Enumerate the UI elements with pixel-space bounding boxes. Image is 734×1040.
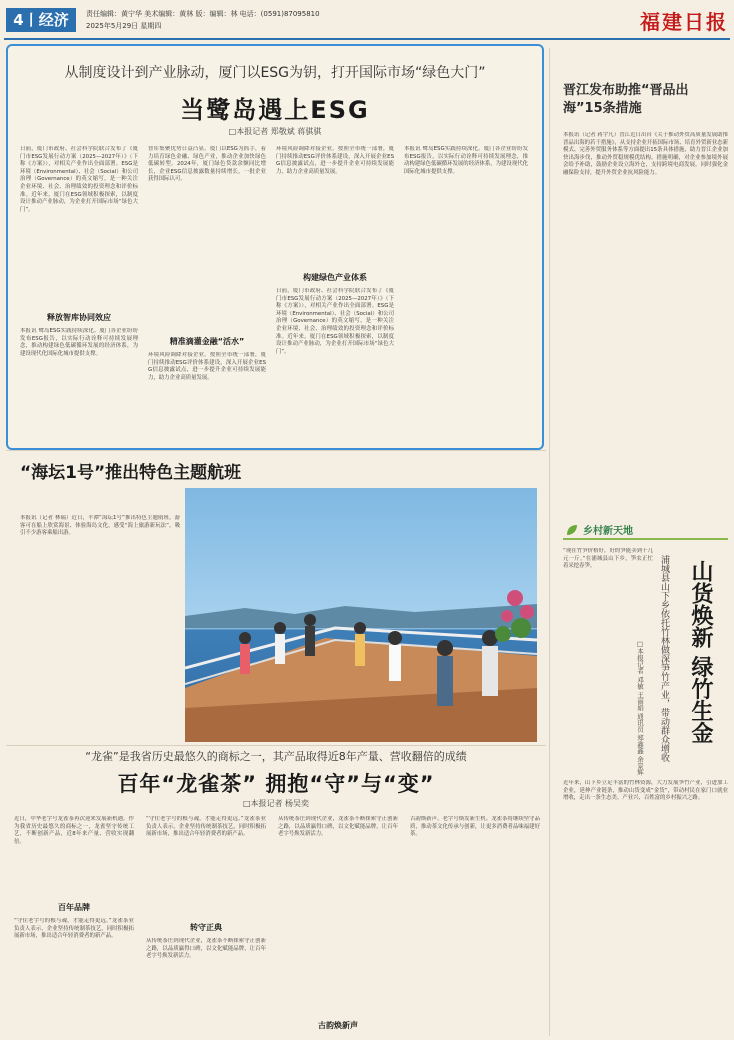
jj-body: 本报讯（记者 蒋宇凡）晋江近日出台《关于推动外贸高质量发展助推晋品出海的若干措施》，从支持企业开拓国际市场、培育外贸新业态新模式、完善外贸服务体系等方面提出15条具体措施，助力晋江企业加快出海步伐，推动外贸稳规模优结构。措施明确，对企业参加境外展会给予补助，鼓励企业设立海外仓，支持跨境电商发展，同时强化金融保险支持，提升外贸企业抗风险能力。 [563,132,728,176]
rural-subtitle: 浦城县山下乡依托竹林做深笋竹产业，带动群众增收 [659,555,669,762]
column-divider [549,48,550,1036]
rural-body: 近年来，山下乡立足丰富的竹林资源，大力发展笋竹产业，引进加工企业，延伸产业链条，推动山货变成“金货”，带动村民在家门口就业增收，走出一条生态美、产业兴、百姓富的乡村振兴之路。 [563,780,728,802]
hs-title: “海坛1号”推出特色主题航班 [20,463,242,483]
rural-section-banner [563,520,728,540]
lq-section-heading-2: 转守正典 [190,923,222,932]
esg-subtitle: 从制度设计到产业脉动，厦门以ESG为钥，打开国际市场“绿色大门” [64,65,486,81]
lq-section-heading-1: 百年品牌 [58,903,90,912]
page-section-badge: 4丨经济 [6,8,76,32]
esg-section-heading-2: 精准滴灌金融“活水” [169,337,245,346]
esg-column-4: 本报讯 鹭岛ESG实践持续深化。厦门各企业纷纷发布ESG报告，以实际行动诠释可持续发展理念，推动构建绿色低碳循环发展的经济体系，为建设现代化国际化城市提供支撑。 [404,146,528,175]
esg-section-heading-1: 释放智库协同效应 [47,313,111,322]
rural-byline: □本报记者 邓敏 王丽娟 通讯员 郑鑫鑫 余景辉 [636,640,644,776]
esg-column-2b: 环境风险调降对接企业。按照全市统一部署，厦门持续推动ESG评价体系建设，深入开展企业ESG信息披露试点，进一步提升企业可持续发展能力，助力企业高质量发展。 [148,352,266,381]
esg-column-3b: 日前，厦门市政府、社会科学院联合发布了《厦门市ESG发展行动方案（2025—2027年）》（下称《方案》），对相关产业作出全面部署。ESG是环境（Environmental）、社会（Social）和公司治理（Governance）的英文缩写，是一种关注企业环境、社会、治理绩效的投资理念和评价标准。近年来，厦门在ESG领域积极探索，以制度设计推动产业脉动，为企业打开国际市场“绿色大门”。 [276,288,394,355]
header-rule [4,38,730,40]
esg-title: 当鹭岛遇上ESG [180,96,370,124]
header-meta-line: 责任编辑：黄宁华 美术编辑：黄林 版：编辑：林 电话：(0591)87095810 [86,10,320,18]
page-header [0,0,734,40]
lq-column-2b: 从传统茶庄到现代企业，龙雀茶不断探索守正创新之路，以品质赢得口碑，以文化赋能品牌，让百年老字号焕发新活力。 [146,938,266,960]
lq-byline: □本报记者 杨吴奕 [242,799,310,808]
esg-column-2: 智库集聚优势日益凸显。厦门以ESG为抓手，着力培育绿色金融、绿色产业，推动企业加快绿色低碳转型。2024年，厦门绿色贷款余额同比增长，企业ESG信息披露数量持续增长，一批企业获得国际认可。 [148,146,266,183]
esg-column-3: 环境风险调降对接企业。按照全市统一部署，厦门持续推动ESG评价体系建设，深入开展企业ESG信息披露试点，进一步提升企业可持续发展能力，助力企业高质量发展。 [276,146,394,175]
esg-section-heading-3: 构建绿色产业体系 [303,273,367,282]
lq-column-3: 从传统茶庄到现代企业，龙雀茶不断探索守正创新之路，以品质赢得口碑，以文化赋能品牌，让百年老字号焕发新活力。 [278,816,398,838]
lq-subtitle: “龙雀”是我省历史最悠久的商标之一，其产品取得近8年产量、营收翻倍的成绩 [85,750,467,763]
section-divider [6,450,546,451]
rural-body-top: “现在竹笋价格好，好的笋能卖到十几元一斤。”在浦城县山下乡，笋农正忙着采挖春笋。 [563,548,653,570]
newspaper-logo: 福建日报 [640,10,728,34]
esg-column-1: 日前，厦门市政府、社会科学院联合发布了《厦门市ESG发展行动方案（2025—2027年）》（下称《方案》），对相关产业作出全面部署。ESG是环境（Environmental）、社会（Social）和公司治理（Governance）的英文缩写，是一种关注企业环境、社会、治理绩效的投资理念和评价标准。近年来，厦门在ESG领域积极探索，以制度设计推动产业脉动，为企业打开国际市场“绿色大门”。 [20,146,138,213]
rural-banner-rule [563,538,728,540]
lq-column-2: “守住老字号的根与魂，才能走得更远。”龙雀茶业负责人表示，企业坚持传统制茶技艺，同时积极拓展新市场，推出适合年轻消费者的新产品。 [146,816,266,838]
section-divider-2 [6,745,546,746]
rural-title: 山货焕新 绿竹生金 [688,560,713,744]
jj-title: 晋江发布助推“晋品出海”15条措施 [563,83,689,116]
leaf-icon [565,522,579,536]
lq-column-4: 古韵焕新声，老字号焕发新生机。龙雀茶将继续坚守品质，推动茶文化传承与创新，让更多消费者品味福建好茶。 [410,816,540,838]
esg-article-box [6,44,544,450]
header-date: 2025年5月29日 星期四 [86,22,162,30]
hs-text: 本报讯（记者 林瑞）近日，平潭“海坛1号”推出特色主题航班，游客可在船上欣赏海景、体验海岛文化，感受“海上旅游新玩法”，吸引不少游客乘船出游。 [20,515,180,537]
lq-section-heading-3: 古韵焕新声 [318,1021,358,1030]
lq-column-1b: “守住老字号的根与魂，才能走得更远。”龙雀茶业负责人表示，企业坚持传统制茶技艺，同时积极拓展新市场，推出适合年轻消费者的新产品。 [14,918,134,940]
esg-byline: □本报记者 郑敬斌 蒋骐骐 [228,127,322,136]
rural-section-label: 乡村新天地 [583,526,633,537]
ferry-deck-photo [185,488,537,742]
lq-column-1: 近日，中华老字号龙雀茶再次迎来发展新机遇。作为我省历史最悠久的商标之一，龙雀坚守传统工艺，不断创新产品，近8年来产量、营收实现翻倍。 [14,816,134,845]
lq-title: 百年“龙雀茶” 拥抱“守”与“变” [117,772,435,796]
esg-column-1b: 本报讯 鹭岛ESG实践持续深化。厦门各企业纷纷发布ESG报告，以实际行动诠释可持续发展理念，推动构建绿色低碳循环发展的经济体系，为建设现代化国际化城市提供支撑。 [20,328,138,357]
